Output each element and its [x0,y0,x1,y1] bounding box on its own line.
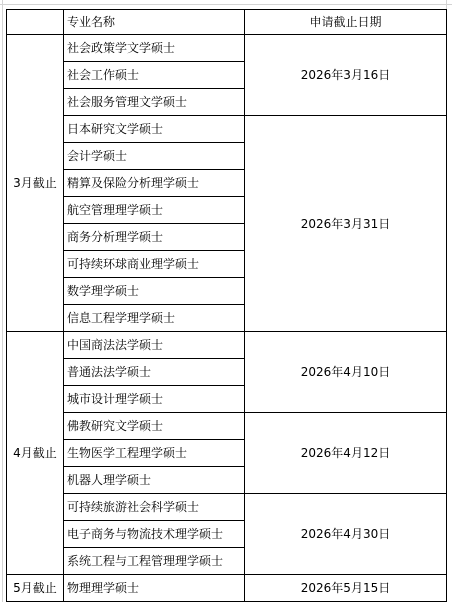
deadline-cell[interactable]: 2026年4月10日 [245,332,447,413]
major-cell[interactable]: 中国商法法学硕士 [64,332,245,359]
table-row [7,116,447,143]
table-row [7,35,447,62]
gridline [2,0,3,602]
major-cell[interactable]: 物理理学硕士 [64,575,245,602]
table-row [7,575,447,602]
major-cell[interactable]: 系统工程与工程管理理学硕士 [64,548,245,575]
deadline-table [6,9,447,602]
deadline-cell[interactable]: 2026年3月31日 [245,116,447,332]
major-cell[interactable]: 可持续环球商业理学硕士 [64,251,245,278]
header-deadline-cell[interactable]: 申请截止日期 [245,10,447,35]
deadline-cell[interactable]: 2026年5月15日 [245,575,447,602]
month-cell[interactable]: 5月截止 [7,575,64,602]
major-cell[interactable]: 航空管理理学硕士 [64,197,245,224]
header-row [7,10,447,35]
major-cell[interactable]: 商务分析理学硕士 [64,224,245,251]
month-cell[interactable]: 4月截止 [7,332,64,575]
deadline-cell[interactable]: 2026年4月12日 [245,413,447,494]
gridline [0,4,452,5]
major-cell[interactable]: 信息工程学理学硕士 [64,305,245,332]
major-cell[interactable]: 社会政策学文学硕士 [64,35,245,62]
major-cell[interactable]: 社会服务管理文学硕士 [64,89,245,116]
major-cell[interactable]: 生物医学工程理学硕士 [64,440,245,467]
table-row [7,332,447,359]
major-cell[interactable]: 数学理学硕士 [64,278,245,305]
major-cell[interactable]: 佛教研究文学硕士 [64,413,245,440]
deadline-cell[interactable]: 2026年4月30日 [245,494,447,575]
major-cell[interactable]: 城市设计理学硕士 [64,386,245,413]
table-body [7,10,447,602]
major-cell[interactable]: 社会工作硕士 [64,62,245,89]
month-cell[interactable]: 3月截止 [7,35,64,332]
major-cell[interactable]: 日本研究文学硕士 [64,116,245,143]
major-cell[interactable]: 可持续旅游社会科学硕士 [64,494,245,521]
header-major-cell[interactable]: 专业名称 [64,10,245,35]
major-cell[interactable]: 会计学硕士 [64,143,245,170]
header-month-cell[interactable] [7,10,64,35]
major-cell[interactable]: 精算及保险分析理学硕士 [64,170,245,197]
major-cell[interactable]: 机器人理学硕士 [64,467,245,494]
deadline-cell[interactable]: 2026年3月16日 [245,35,447,116]
major-cell[interactable]: 普通法法学硕士 [64,359,245,386]
table-row [7,413,447,440]
major-cell[interactable]: 电子商务与物流技术理学硕士 [64,521,245,548]
table-row [7,494,447,521]
